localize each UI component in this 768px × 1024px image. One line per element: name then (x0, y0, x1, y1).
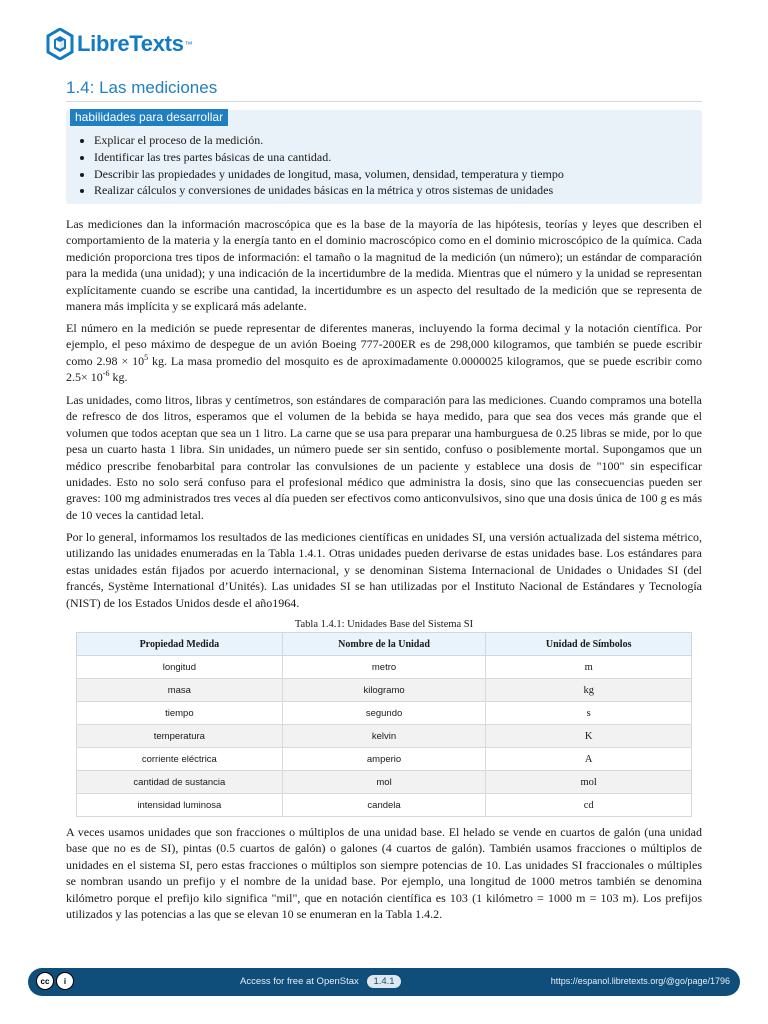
table-row (77, 748, 692, 771)
table-row (77, 702, 692, 725)
list-item: • Describir las propiedades y unidades de longitud, masa, volumen, densidad, temperatura y tiempo (94, 166, 694, 183)
list-item: • Realizar cálculos y conversiones de unidades básicas en la métrica y otros sistemas de unidades (94, 182, 694, 199)
list-item: • Explicar el proceso de la medición. (94, 132, 694, 149)
paragraph-scientific-notation (66, 320, 702, 386)
table-cell: A (486, 748, 692, 771)
table-cell: cd (486, 794, 692, 817)
column-header: Propiedad Medida (77, 633, 283, 656)
table-cell: temperatura (77, 725, 283, 748)
table-row (77, 656, 692, 679)
table-cell: amperio (282, 748, 486, 771)
table-cell: cantidad de sustancia (77, 771, 283, 794)
access-label[interactable]: Access for free at OpenStax (240, 976, 359, 987)
table-row (77, 725, 692, 748)
footer-access-text (240, 975, 401, 988)
paragraph-text: kg. (109, 370, 128, 385)
table-cell: s (486, 702, 692, 725)
table-cell: segundo (282, 702, 486, 725)
table-cell: mol (486, 771, 692, 794)
table-cell: kg (486, 679, 692, 702)
paragraph-measurements-intro: Las mediciones dan la información macroscópica que es la base de la mayoría de las hipótesis, teorías y leyes que describen el comportamiento de la materia y la energía tanto en el dominio macroscópico como en el dominio microscópico de la química. Cada medición proporciona tres tipos de información: el tamaño o la magnitud de la medición (un número); un estándar de comparación para la medida (una unidad); y una indicación de la incertidumbre de la medida. Mientras que el número y la unidad se representan explícitamente cuando se escribe una cantidad, la incertidumbre es un aspecto del resultado de la medición que se representa de manera más implícita y se explicará más adelante. (66, 217, 702, 314)
table-header-row (77, 633, 692, 656)
column-header: Unidad de Símbolos (486, 633, 692, 656)
skills-box (66, 110, 702, 204)
footer-url-link[interactable]: https://espanol.libretexts.org/@go/page/1796 (550, 976, 730, 986)
page-title: 1.4: Las mediciones (66, 78, 702, 102)
logo-text[interactable]: LibreTexts (77, 31, 184, 56)
exponent: 5 (144, 352, 149, 362)
table-cell: m (486, 656, 692, 679)
table-row (77, 771, 692, 794)
page-footer (28, 968, 740, 996)
table-cell: longitud (77, 656, 283, 679)
table-cell: metro (282, 656, 486, 679)
paragraph-si-units: Por lo general, informamos los resultados de las mediciones científicas en unidades SI, una versión actualizada del sistema métrico, utilizando las unidades enumeradas en la Tabla 1.4.1. Otras unidades pueden derivarse de estas unidades base. Los estándares para estas unidades están fijados por acuerdo internacional, y se denominan Sistema Internacional de Unidades o Unidades SI (del francés, Système International d’Unités). Las unidades SI se han utilizadas por el Instituto Nacional de Estándares y Tecnología (NIST) de los Estados Unidos desde el año1964. (66, 530, 702, 610)
paragraph-units: Las unidades, como litros, libras y centímetros, son estándares de comparación para las mediciones. Cuando compramos una botella de refresco de dos litros, esperamos que el volumen de la bebida se haya medido, para que sea dos veces más grande que el volumen que todos aceptan que sea un 1 litro. La carne que se usa para preparar una hamburguesa de 0.25 libras se mide, por lo que pesa un cuarto hasta 1 libra. Sin unidades, un número puede ser sin sentido, confuso o posiblemente mortal. Supongamos que un médico prescribe fenobarbital para controlar las convulsiones de un paciente y establece una dosis de "100" sin especificar unidades. Esto no solo será confuso para el profesional médico que administra la dosis, sino que las consecuencias pueden ser graves: 100 mg administrados tres veces al día pueden ser efectivos como anticonvulsivos, sino que una dosis única de 100 g es más de 10 veces la cantidad letal. (66, 393, 702, 522)
paragraph-text: kg. La masa promedio del mosquito es de aproximadamente 0.0000025 kilogramos, que se puede escribir como 2.5× 10 (66, 353, 702, 385)
attribution-icon: i (56, 972, 74, 990)
skills-list (78, 132, 694, 199)
paragraph-prefixes: A veces usamos unidades que son fracciones o múltiplos de una unidad base. El helado se vende en cuartos de galón (una unidad base que no es de SI), pintas (0.5 cuartos de galón) o galones (4 cuartos de galón). También usamos fracciones o múltiplos de unidades en el sistema SI, pero estas fracciones o múltiplos son siempre potencias de 10. Las unidades SI fraccionales o múltiples se nombran usando un prefijo y el nombre de la unidad base. Por ejemplo, una longitud de 1000 metros también se denomina kilómetro porque el prefijo kilo significa "mil", que en notación científica es 103 (1 kilómetro = 1000 m = 103 m). Los prefijos utilizados y las potencias a las que se elevan 10 se enumeran en la Tabla 1.4.2. (66, 825, 702, 922)
paragraph-text: El número en la medición se puede representar de diferentes maneras, incluyendo la forma decimal y la notación científica. Por ejemplo, el peso máximo de despegue de un avión Boeing 777-200ER es de 298,000 kilogramos, que también se puede escribir como 2.98 × 10 (66, 321, 702, 368)
table-cell: masa (77, 679, 283, 702)
table-row (77, 794, 692, 817)
logo-trademark: ™ (184, 39, 193, 49)
libretexts-logo-icon[interactable] (46, 28, 74, 60)
table-caption: Tabla 1.4.1: Unidades Base del Sistema SI (294, 619, 474, 630)
table-cell: K (486, 725, 692, 748)
table-cell: mol (282, 771, 486, 794)
column-header: Nombre de la Unidad (282, 633, 486, 656)
si-base-units-table (76, 632, 692, 817)
page-number-badge: 1.4.1 (367, 975, 400, 988)
creative-commons-icon: cc (36, 972, 54, 990)
table-cell: kelvin (282, 725, 486, 748)
skills-tab-label: habilidades para desarrollar (70, 109, 228, 126)
site-header (46, 26, 193, 62)
table-row (77, 679, 692, 702)
table-cell: corriente eléctrica (77, 748, 283, 771)
cc-license-badge[interactable] (36, 972, 74, 992)
table-cell: tiempo (77, 702, 283, 725)
table-cell: kilogramo (282, 679, 486, 702)
table-cell: candela (282, 794, 486, 817)
table-cell: intensidad luminosa (77, 794, 283, 817)
exponent: -6 (102, 369, 110, 379)
list-item: • Identificar las tres partes básicas de una cantidad. (94, 149, 694, 166)
